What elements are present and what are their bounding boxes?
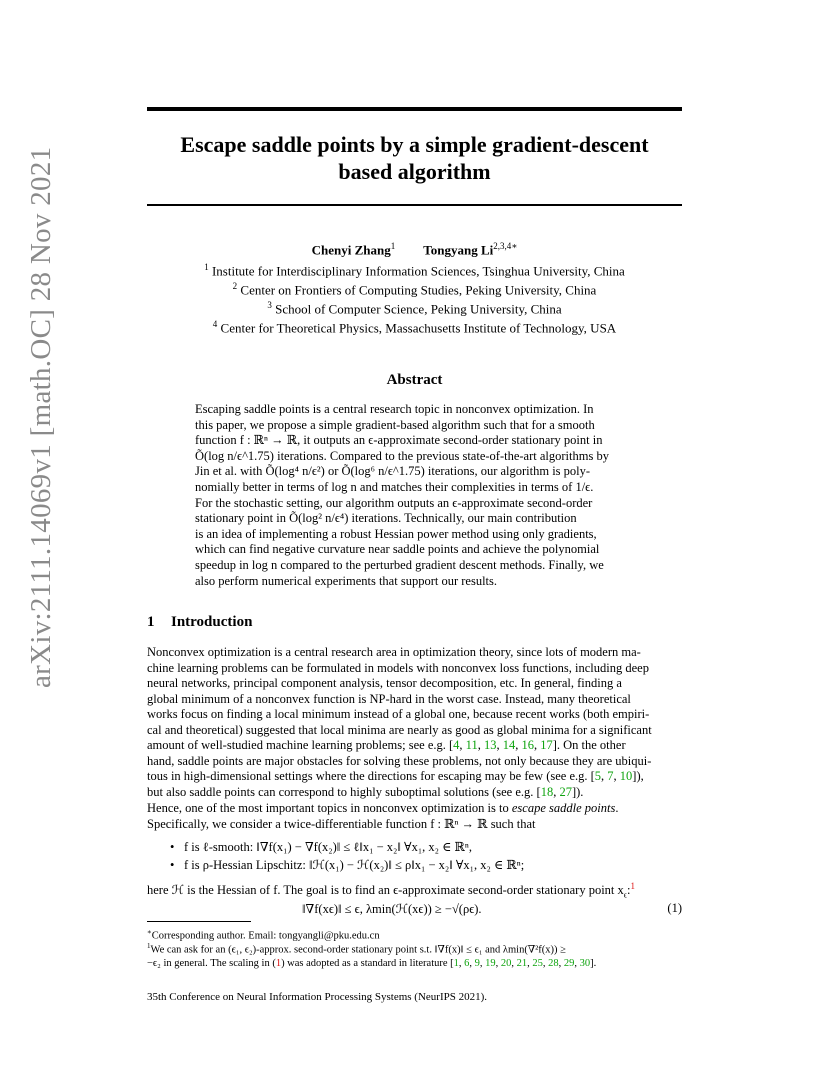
text-run: Hence, one of the most important topics in nonconvex optimization is to	[147, 801, 512, 815]
text-run: here ℋ is the Hessian of f. The goal is to find an ϵ-approximate second-order stationary point x	[147, 883, 624, 898]
citation-link[interactable]: 17	[540, 738, 553, 752]
citation-link[interactable]: 16	[521, 738, 534, 752]
citation-link[interactable]: 13	[483, 738, 497, 752]
title-line-2: based algorithm	[338, 159, 491, 184]
author-list	[147, 241, 682, 258]
text-run: tous in high-dimensional settings where the directions for escaping may be few (see e.g. [	[147, 769, 595, 783]
text-run: ) was adopted as a standard in literature [	[281, 957, 454, 969]
list-item-text: f is ρ-Hessian Lipschitz: ‖ℋ(x₁) − ℋ(x₂)‖ ≤ ρ‖x₁ − x₂‖ ∀x₁, x₂ ∈ ℝⁿ;	[184, 858, 525, 872]
abstract-line: function f : ℝⁿ → ℝ, it outputs an ϵ-approximate second-order stationary point in	[195, 433, 603, 448]
emphasis-text: escape saddle points	[511, 801, 616, 815]
footnote-line	[147, 940, 682, 957]
bullet-icon: •	[170, 858, 175, 872]
assumption-list	[170, 838, 524, 874]
footnote-text: Corresponding author. Email: tongyangli@pku.edu.cn	[151, 930, 380, 942]
arxiv-identifier[interactable]: arXiv:2111.14069v1 [math.OC] 28 Nov 2021	[25, 146, 57, 688]
title-line-1: Escape saddle points by a simple gradient-descent	[180, 132, 649, 157]
footnote	[147, 940, 682, 970]
abstract-line: which can find negative curvature near saddle points and achieve the polynomial	[195, 542, 600, 557]
affiliation-mark: 2	[232, 281, 238, 291]
citation-link[interactable]: 9	[474, 957, 480, 969]
citation-link[interactable]: 4	[453, 738, 460, 752]
paragraph-line: neural networks, principal component analysis, tensor decomposition, etc. In general, finding a	[147, 676, 622, 690]
citation-link[interactable]: 7	[607, 769, 614, 783]
citation-link[interactable]: 10	[619, 769, 633, 783]
text-run: ]. On the other	[552, 738, 626, 752]
paragraph-line: works focus on finding a local minimum instead of a global one, because recent works (both empiri-	[147, 707, 650, 721]
paragraph-line: amount of well-studied machine learning problems; see e.g. [4, 11, 13, 14, 16, 17]. On the other	[147, 738, 626, 752]
list-item	[170, 838, 524, 856]
paragraph-line: Specifically, we consider a twice-differentiable function f : ℝⁿ → ℝ such that	[147, 816, 536, 831]
equation-number: (1)	[667, 901, 682, 915]
paragraph-line: but also saddle points can correspond to highly suboptimal solutions (see e.g. [18, 27]).	[147, 784, 584, 799]
list-item	[170, 856, 524, 874]
paragraph-line: Nonconvex optimization is a central research area in optimization theory, since lots of modern ma-	[147, 645, 641, 659]
citation-link[interactable]: 18	[540, 784, 554, 799]
citation-link[interactable]: 14	[502, 738, 516, 752]
footnote-reference-link[interactable]: 1	[630, 881, 636, 891]
footnote-text: We can ask for an (ϵ₁, ϵ₂)-approx. second-order stationary point s.t. ‖∇f(x)‖ ≤ ϵ₁ and λmin(∇²f(x)) ≥	[150, 944, 566, 956]
subscript: ϵ	[623, 890, 628, 900]
intro-paragraph	[147, 645, 682, 800]
affiliation-mark: 4	[212, 319, 218, 329]
abstract-line: speedup in log n compared to the perturbed gradient descent methods. Finally, we	[195, 557, 604, 572]
abstract-line: also perform numerical experiments that support our results.	[195, 573, 498, 588]
conference-note: 35th Conference on Neural Information Processing Systems (NeurIPS 2021).	[147, 991, 488, 1003]
equation-body: ‖∇f(xϵ)‖ ≤ ϵ, λmin(ℋ(xϵ)) ≥ −√(ρϵ).	[302, 902, 482, 916]
section-number: 1	[147, 614, 155, 630]
footnote-mark: ∗	[147, 928, 152, 936]
citation-link[interactable]: 11	[465, 738, 478, 752]
abstract-line: this paper, we propose a simple gradient-based algorithm such that for a smooth	[195, 417, 595, 432]
affiliation-text: Institute for Interdisciplinary Information Sciences, Tsinghua University, China	[211, 263, 625, 279]
abstract-line: stationary point in Õ(log² n/ϵ⁴) iterations. Technically, our main contribution	[195, 511, 577, 526]
goal-paragraph: here ℋ is the Hessian of f. The goal is to find an ϵ-approximate second-order stationary point $x_\epsilon:^1$	[147, 881, 636, 900]
abstract-line: is an idea of implementing a robust Hessian power method using only gradients,	[195, 526, 597, 541]
paragraph-line: chine learning problems can be formulated in models with nonconvex loss functions, including deep	[147, 660, 649, 675]
abstract-line: For the stochastic setting, our algorithm outputs an ϵ-approximate second-order	[195, 495, 593, 510]
author-name: Tongyang Li	[423, 242, 494, 258]
text-run: amount of well-studied machine learning problems; see e.g. [	[147, 738, 454, 752]
text-run: ]).	[571, 784, 584, 799]
text-run: .	[615, 801, 619, 815]
affiliation-mark: 3	[267, 300, 272, 310]
citation-link[interactable]: 21	[516, 957, 528, 969]
citation-link[interactable]: 30	[579, 957, 591, 969]
affiliation-text: Center for Theoretical Physics, Massachusetts Institute of Technology, USA	[220, 320, 617, 336]
paper-title	[147, 131, 682, 185]
affiliation-line	[147, 281, 682, 298]
paragraph-line: cal and theoretical) suggested that local minima are nearly as good as global minima for a significant	[147, 722, 652, 737]
citation-link[interactable]: 29	[563, 957, 575, 969]
title-top-rule	[147, 107, 682, 111]
text-run: −ϵ₂ in general. The scaling in (	[147, 957, 276, 969]
citation-link[interactable]: 27	[559, 784, 572, 799]
footnote-line: −ϵ₂ in general. The scaling in (1) was adopted as a standard in literature [1, 6, 9, 19, 20, 21, 25, 28, 29, 30].	[147, 957, 597, 969]
text-run: ].	[590, 957, 597, 969]
paragraph-line: global minimum of a nonconvex function is NP-hard in the worst case. Instead, many theoretical	[147, 691, 631, 706]
citation-link[interactable]: 28	[548, 957, 559, 969]
citation-link[interactable]: 6	[464, 957, 470, 969]
section-title: Introduction	[171, 614, 253, 630]
affiliation-text: School of Computer Science, Peking University, China	[275, 301, 562, 317]
abstract-line: Jin et al. with Õ(log⁴ n/ϵ²) or Õ(log⁶ n/ϵ^1.75) iterations, our algorithm is poly-	[195, 464, 591, 479]
affiliation-line	[147, 300, 682, 317]
citation-link[interactable]: 5	[594, 769, 602, 783]
abstract-line: Escaping saddle points is a central research topic in nonconvex optimization. In	[195, 402, 594, 416]
title-bottom-rule	[147, 204, 682, 206]
text-run: but also saddle points can correspond to highly suboptimal solutions (see e.g. [	[147, 784, 541, 799]
abstract-line: nomially better in terms of log n and matches their complexities in terms of 1/ϵ.	[195, 479, 594, 494]
footnote-mark: 1	[147, 942, 151, 950]
affiliation-text: Center on Frontiers of Computing Studies, Peking University, China	[240, 282, 597, 298]
equation-reference-link[interactable]: 1	[275, 957, 282, 969]
paragraph-line: tous in high-dimensional settings where the directions for escaping may be few (see e.g. [5, 7, 10]),	[147, 769, 644, 783]
citation-link[interactable]: 1	[453, 957, 459, 969]
abstract-line: Õ(log n/ϵ^1.75) iterations. Compared to the previous state-of-the-art algorithms by	[195, 448, 609, 463]
paragraph-line	[147, 801, 682, 817]
abstract-text	[195, 402, 635, 589]
citation-link[interactable]: 20	[500, 957, 512, 969]
author-affiliation-mark: 2,3,4∗	[493, 241, 518, 251]
abstract-heading: Abstract	[386, 372, 443, 388]
section-heading	[147, 614, 252, 631]
footnote-rule	[147, 921, 251, 922]
text-run: ]),	[632, 769, 644, 783]
citation-link[interactable]: 19	[485, 957, 496, 969]
paragraph-line: hand, saddle points are major obstacles for solving these problems, not only because they are ubiqui-	[147, 753, 652, 768]
hence-paragraph	[147, 801, 682, 832]
citation-link[interactable]: 25	[532, 957, 543, 969]
author-name: Chenyi Zhang	[311, 242, 391, 258]
affiliation-line	[147, 262, 682, 279]
list-item-text: f is ℓ-smooth: ‖∇f(x₁) − ∇f(x₂)‖ ≤ ℓ‖x₁ − x₂‖ ∀x₁, x₂ ∈ ℝⁿ,	[184, 840, 472, 854]
author-affiliation-mark: 1	[390, 241, 396, 251]
affiliation-line	[147, 319, 682, 336]
affiliation-mark: 1	[204, 262, 209, 272]
bullet-icon: •	[170, 840, 175, 854]
